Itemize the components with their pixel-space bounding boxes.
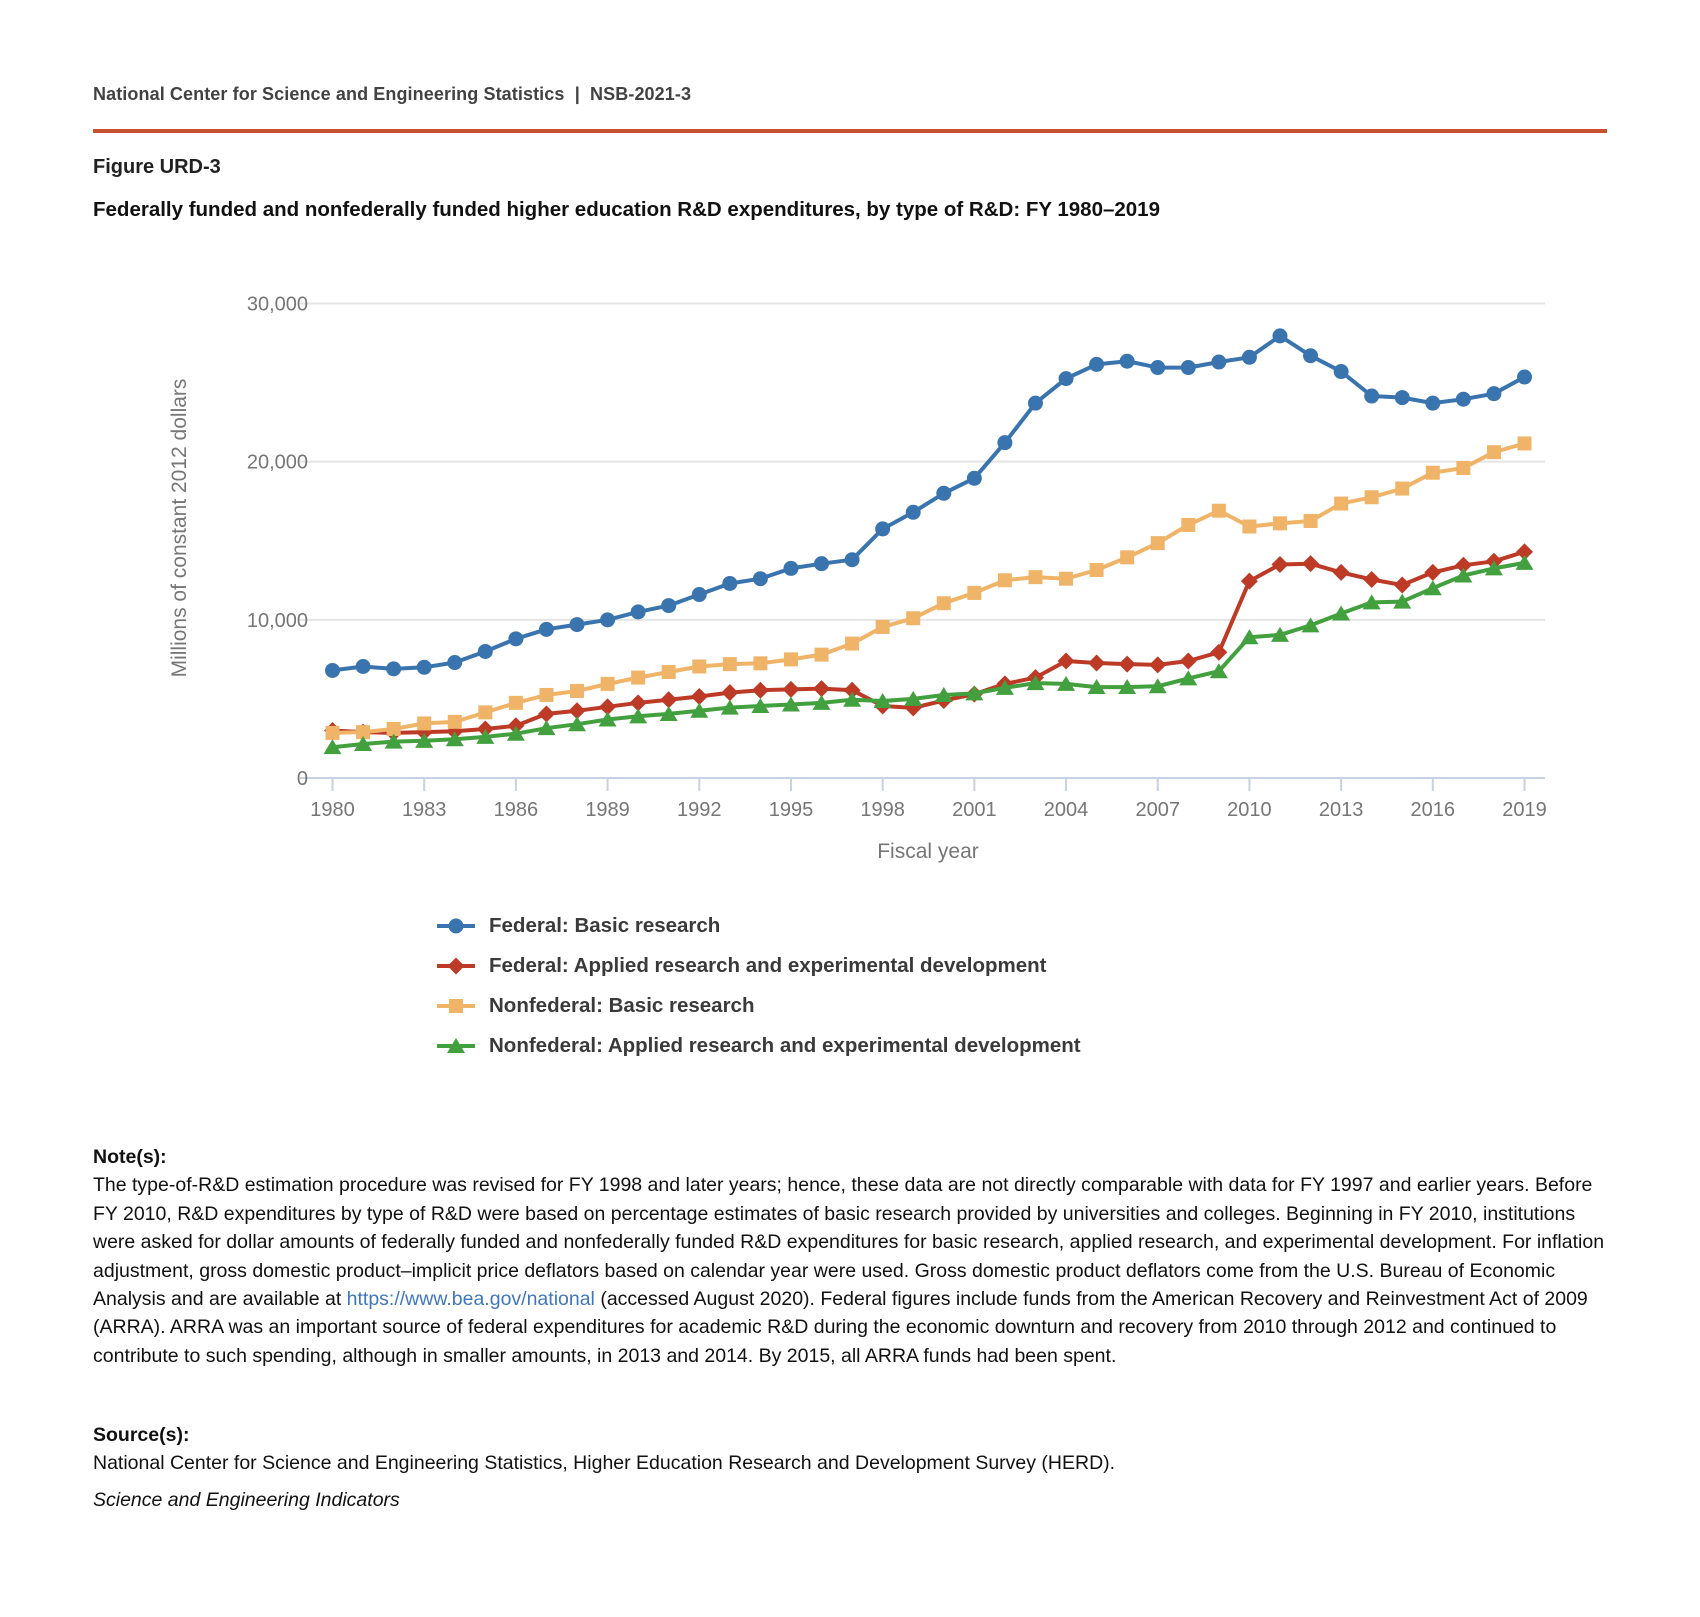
circle-marker-icon (435, 914, 477, 938)
legend-item-federal-applied[interactable] (435, 952, 1081, 980)
data-point-square (662, 665, 676, 679)
data-point-diamond (1088, 655, 1105, 672)
data-point-square (1426, 466, 1440, 480)
x-tick-label: 1998 (860, 799, 905, 821)
data-point-diamond (1149, 656, 1166, 673)
data-point-circle (967, 471, 982, 486)
data-point-circle (1425, 396, 1440, 411)
triangle-marker-icon (435, 1034, 477, 1058)
data-point-circle (600, 612, 615, 627)
data-point-circle (1120, 354, 1135, 369)
data-point-diamond (813, 680, 830, 697)
series-nonfederal-applied-research-and-experimental-development (324, 555, 1534, 754)
chart-canvas (0, 240, 1700, 880)
data-point-diamond (1119, 656, 1136, 673)
series-line (333, 444, 1525, 733)
data-point-circle (936, 486, 951, 501)
data-point-square (1120, 550, 1134, 564)
data-point-square (1059, 572, 1073, 586)
source-text: National Center for Science and Engineering Statistics, Higher Education Research and Development Survey (HERD). (93, 1452, 1116, 1475)
data-point-square (1304, 514, 1318, 528)
x-tick-label: 1980 (310, 799, 355, 821)
data-point-circle (386, 661, 401, 676)
legend-label: Federal: Applied research and experimental development (489, 954, 1047, 977)
data-point-circle (1059, 371, 1074, 386)
data-point-diamond (1210, 644, 1227, 661)
source-heading: Source(s): (93, 1424, 190, 1446)
data-point-square (937, 596, 951, 610)
figure-title: Federally funded and nonfederally funded higher education R&D expenditures, by type of R&D: FY 1980–2019 (93, 198, 1160, 221)
chart-legend (435, 912, 1081, 1072)
y-axis-title: Millions of constant 2012 dollars (168, 378, 191, 678)
x-tick-label: 1995 (768, 799, 814, 821)
series-line (333, 563, 1525, 747)
data-point-circle (539, 622, 554, 637)
data-point-square (539, 688, 553, 702)
data-point-square (1365, 490, 1379, 504)
data-point-square (1517, 436, 1531, 450)
data-point-circle (1364, 389, 1379, 404)
legend-item-nonfederal-applied[interactable] (435, 1032, 1081, 1060)
legend-label: Nonfederal: Basic research (489, 994, 755, 1017)
data-point-circle (570, 617, 585, 632)
data-point-circle (753, 571, 768, 586)
data-point-circle (1089, 357, 1104, 372)
x-tick-label: 2007 (1135, 799, 1180, 821)
data-point-circle (1456, 392, 1471, 407)
data-point-diamond (721, 684, 738, 701)
data-point-circle (783, 561, 798, 576)
data-point-square (1028, 570, 1042, 584)
data-point-square (326, 726, 340, 740)
data-point-circle (325, 663, 340, 678)
data-point-square (1151, 536, 1165, 550)
data-point-circle (447, 655, 462, 670)
bea-link[interactable]: https://www.bea.gov/national (346, 1288, 595, 1311)
data-point-circle (1334, 364, 1349, 379)
notes-heading: Note(s): (93, 1146, 167, 1168)
y-tick-label: 30,000 (246, 293, 308, 316)
data-point-diamond (691, 688, 708, 705)
notes-body (93, 1171, 1609, 1370)
x-tick-label: 1989 (585, 799, 630, 821)
x-tick-label: 2019 (1502, 799, 1547, 821)
data-point-square (509, 696, 523, 710)
data-point-circle (1303, 348, 1318, 363)
data-point-diamond (1333, 564, 1350, 581)
data-point-square (906, 611, 920, 625)
data-point-square (753, 656, 767, 670)
data-point-circle (1028, 396, 1043, 411)
legend-label: Nonfederal: Applied research and experimental development (489, 1034, 1081, 1057)
data-point-circle (1181, 360, 1196, 375)
x-tick-label: 1983 (401, 799, 447, 821)
x-tick-label: 1986 (493, 799, 539, 821)
data-point-square (448, 715, 462, 729)
x-tick-label: 2004 (1043, 799, 1089, 821)
data-point-diamond (1363, 571, 1380, 588)
data-point-square (631, 671, 645, 685)
data-point-square (1090, 563, 1104, 577)
legend-item-federal-basic[interactable] (435, 912, 1081, 940)
data-point-circle (1150, 360, 1165, 375)
data-point-diamond (1241, 573, 1258, 590)
data-point-square (1273, 516, 1287, 530)
data-point-circle (356, 659, 371, 674)
data-point-square (723, 657, 737, 671)
chart-area (0, 240, 1700, 880)
series-nonfederal-basic-research (326, 436, 1532, 739)
data-point-circle (1211, 355, 1226, 370)
data-point-circle (631, 604, 646, 619)
data-point-circle (1272, 328, 1287, 343)
publication-name: Science and Engineering Indicators (93, 1489, 400, 1511)
data-point-square (1242, 520, 1256, 534)
legend-label: Federal: Basic research (489, 914, 721, 937)
data-point-square (478, 705, 492, 719)
data-point-circle (1486, 386, 1501, 401)
y-tick-label: 10,000 (246, 609, 308, 632)
data-point-square (876, 620, 890, 634)
data-point-square (570, 684, 584, 698)
data-point-circle (997, 435, 1012, 450)
data-point-diamond (660, 691, 677, 708)
data-point-square (692, 659, 706, 673)
report-header: National Center for Science and Engineering Statistics | NSB-2021-3 (93, 84, 692, 104)
data-point-circle (875, 521, 890, 536)
data-point-square (1395, 482, 1409, 496)
data-point-circle (906, 505, 921, 520)
data-point-diamond (1394, 577, 1411, 594)
data-point-diamond (752, 682, 769, 699)
notes-section (93, 1143, 1609, 1370)
notes-text-after-link: (accessed August 2020). Federal figures include funds from the American Recovery and Reinvestment Act of 2009 (ARRA). ARRA was an important source of federal expenditures for academic R&D during the economic downturn and recovery from 2010 through 2012 and continued to contribute to such spending, although in smaller amounts, in 2013 and 2014. By 2015, all ARRA funds had been spent. (93, 1288, 1588, 1367)
data-point-circle (1395, 390, 1410, 405)
data-point-circle (814, 556, 829, 571)
data-point-diamond (1424, 564, 1441, 581)
data-point-circle (722, 576, 737, 591)
x-tick-label: 2016 (1410, 799, 1456, 821)
square-marker-icon (435, 994, 477, 1018)
x-axis-title: Fiscal year (877, 840, 979, 863)
data-point-circle (692, 587, 707, 602)
x-tick-label: 2013 (1318, 799, 1364, 821)
data-point-square (1181, 518, 1195, 532)
legend-item-nonfederal-basic[interactable] (435, 992, 1081, 1020)
data-point-diamond (1271, 556, 1288, 573)
diamond-marker-icon (435, 954, 477, 978)
data-point-square (1334, 497, 1348, 511)
header-rule (93, 129, 1607, 133)
data-point-square (417, 716, 431, 730)
data-point-circle (661, 598, 676, 613)
y-tick-label: 0 (296, 768, 308, 790)
data-point-square (1456, 461, 1470, 475)
data-point-square (967, 586, 981, 600)
data-point-diamond (1302, 555, 1319, 572)
data-point-square (601, 677, 615, 691)
data-point-circle (1517, 370, 1532, 385)
data-point-square (1212, 504, 1226, 518)
source-section (93, 1421, 1609, 1478)
y-tick-label: 20,000 (246, 451, 308, 474)
notes-text-before-link: The type-of-R&D estimation procedure was revised for FY 1998 and later years; hence, these data are not directly comparable with data for FY 1997 and earlier years. Before FY 2010, R&D expenditures by type of R&D were based on percentage estimates of basic research provided by universities and colleges. Beginning in FY 2010, institutions were asked for dollar amounts of federally funded and nonfederally funded R&D expenditures for basic research, applied research, and experimental development. For inflation adjustment, gross domestic product–implicit price deflators based on calendar year were used. Gross domestic product deflators come from the U.S. Bureau of Economic Analysis and are available at (93, 1174, 1605, 1311)
x-tick-label: 2010 (1227, 799, 1272, 821)
data-point-circle (508, 631, 523, 646)
x-tick-label: 1992 (677, 799, 722, 821)
data-point-circle (478, 644, 493, 659)
x-tick-label: 2001 (952, 799, 997, 821)
data-point-diamond (1058, 652, 1075, 669)
data-point-diamond (1180, 652, 1197, 669)
data-point-circle (1242, 350, 1257, 365)
data-point-square (1487, 445, 1501, 459)
figure-label: Figure URD-3 (93, 156, 221, 178)
data-point-square (845, 637, 859, 651)
data-point-square (815, 648, 829, 662)
data-point-diamond (782, 681, 799, 698)
data-point-circle (417, 660, 432, 675)
data-point-diamond (538, 705, 555, 722)
data-point-circle (845, 552, 860, 567)
data-point-square (784, 652, 798, 666)
data-point-square (998, 573, 1012, 587)
